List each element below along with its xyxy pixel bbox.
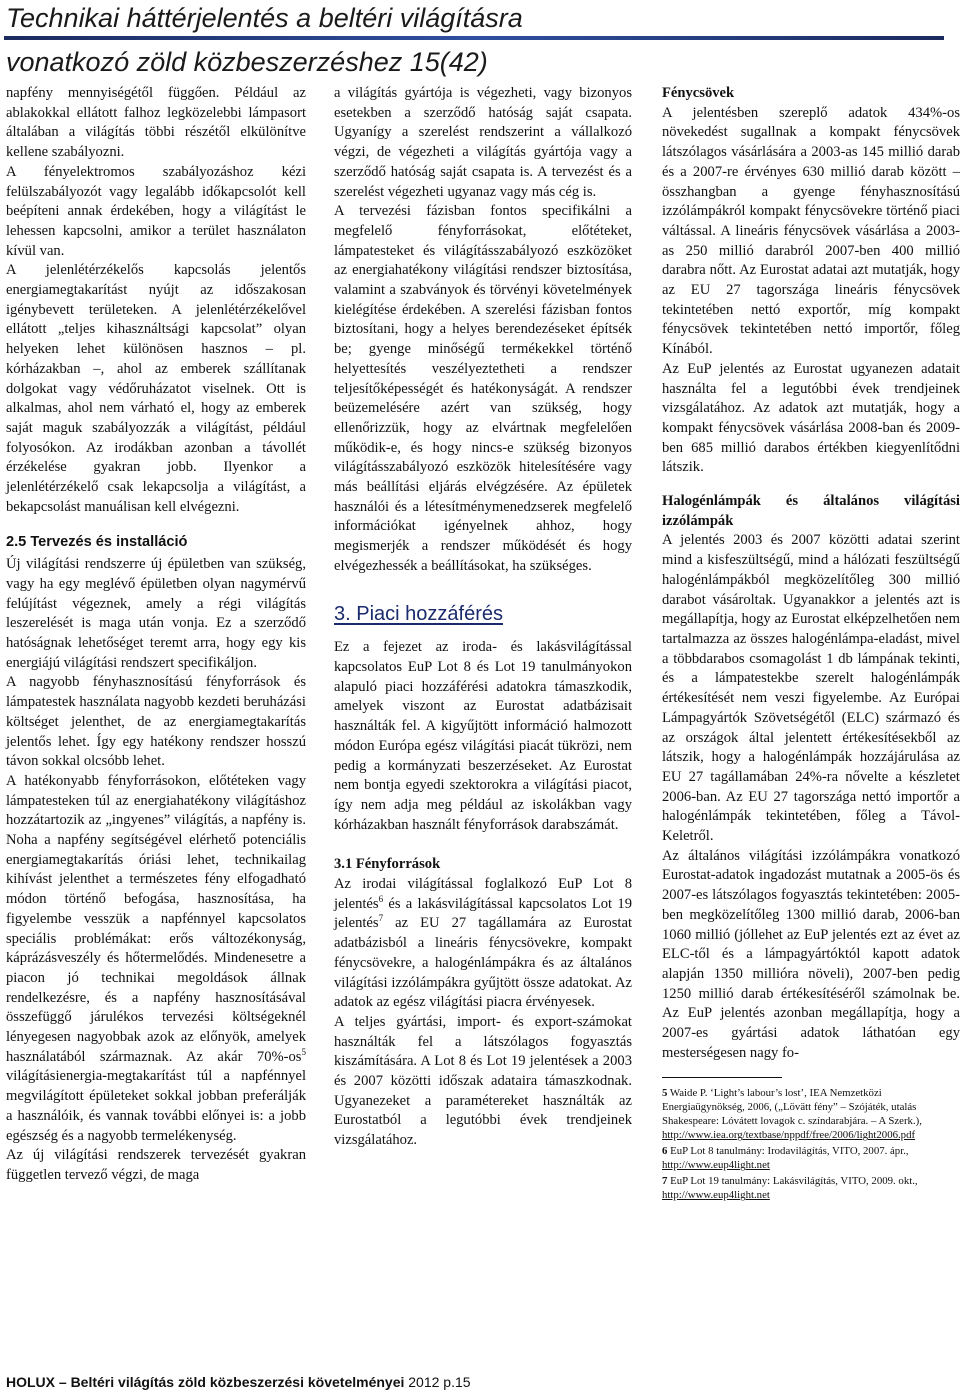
footer-year-page: 2012 p.15: [408, 1374, 471, 1390]
footnote-ref-6[interactable]: 6: [378, 893, 384, 904]
header-rule: [4, 36, 944, 40]
paragraph: [334, 875, 632, 1013]
footnote-link[interactable]: http://www.eup4light.net: [662, 1189, 770, 1202]
header-title-line1: Technikai háttérjelentés a beltéri világításra: [6, 3, 523, 33]
chapter-heading-3: 3. Piaci hozzáférés: [334, 602, 503, 625]
paragraph: A jelenlétérzékelős kapcsolás jelentős energiamegtakarítást nyújt az időszakosan igénybevett területeken. A jelenlétérzékelővel ellátott „teljes kihasználtsági kapcsolat” olyan helyeken lehet különösen hasznos – pl. kórházakban –, ahol az emberek szállítanak dolgokat vagy védőruházatot viselnek. Ott is alkalmas, ahol nem várható el, hogy az emberek saját maguk szabályozzák a világítást, például folyosókon. Az irodákban azonban a távollét érzékelése gyakran jobb. Ilyenkor a jelenlétérzékelő csak lekapcsolja a világítást, a bekapcsolást manuálisan kell elvégezni.: [6, 262, 306, 515]
footnote-number: 7: [662, 1175, 668, 1188]
paragraph: [6, 772, 306, 1146]
footnote-6: [662, 1144, 960, 1172]
footnote-text: EuP Lot 8 tanulmány: Irodavilágítás, VITO, 2007. ápr.,: [670, 1145, 909, 1158]
footnote-text: Waide P. ‘Light’s labour’s lost’, IEA Nemzetközi Energiaügynökség, 2006, („Lövätt fény” – Szójáték, utalás Shakespeare: Lóvátett lovagok c. színdarabjára. – A Szerk.),: [662, 1087, 922, 1128]
footnote-7: [662, 1174, 960, 1202]
column-left: [6, 84, 306, 1186]
section-heading-3-1: 3.1 Fényforrások: [334, 856, 441, 873]
paragraph: a világítás gyártója is végezheti, vagy bizonyos esetekben a szerződő hatóság saját csapata. Ugyanígy a szerelést rendszerint a vállalkozó végzi, de végezheti a világítás gyártója vagy a szerződő hatóság saját csapata is. A tervezést és a szerelést végezheti ugyanaz vagy más cég is.: [334, 85, 632, 200]
page-footer: [6, 1374, 471, 1390]
paragraph: A jelentés 2003 és 2007 közötti adatai szerint mind a kisfeszültségű, mind a hálózati feszültségű halogénlámpákból megközelítőleg 300 millió darabot vásároltak. Ugyanakkor a jelentés azt is megállapítja, hogy az Eurostat elképzelhetően nem tartalmazza az összes halogénlámpa-eladást, mivel a többdarabos csomagolást 1 db lámpának tekinti, és a lámpatestekbe szerelt halogénlámpák értékesítését nem veszi figyelembe. Az Európai Lámpagyártók Szövetségétől (ELC) származó és az országok által jelentett értékesítésekből az látszik, hogy a halogénlámpák hozzájárulása az EU 27 tagállamában 24%-ra nővelte a készletet 2006-ban. Az EU 27 tagországa nettó importőr a halogénlámpák tekintetében, főleg a Távol-Keletről.: [662, 532, 960, 845]
footnote-ref-7[interactable]: 7: [378, 913, 384, 924]
section-heading-2-5: 2.5 Tervezés és installáció: [6, 534, 188, 551]
paragraph: A nagyobb fényhasznosítású fényforrások és lámpatestek használata nagyobb kezdeti beruházási költséget jelenthet, de az energiamegtakarítás jelentős lehet. Így egy hatékony rendszer hosszú távon sokkal olcsóbb lehet.: [6, 674, 306, 770]
paragraph: A teljes gyártási, import- és export-számokat használták fel a látszólagos fogyasztás kiszámítására. A Lot 8 és Lot 19 jelentések a 2003 és 2007 közötti időszak adataira támaszkodnak. Ugyanezeket a paramétereket használták az Eurostatból a legutóbbi évek trendjeinek vizsgálatához.: [334, 1013, 632, 1149]
footnote-5: [662, 1086, 960, 1142]
footnote-number: 5: [662, 1087, 668, 1100]
paragraph: Ez a fejezet az iroda- és lakásvilágítással kapcsolatos EuP Lot 8 és Lot 19 tanulmányokon alapuló piaci hozzáférési adatokra támaszkodik, amelyek viszont az Eurostat adatbázisait használták fel. A kigyűjtött információ halmozott módon Európa egész világítási piacát tükrözi, nem pedig a kormányzati beszerzéseket. Az Eurostat nem bontja egyedi szektorokra a világítási piacot, így nem adja meg például az iskolákban vagy kórházakban használt fényforrások darabszámát.: [334, 639, 632, 833]
paragraph-part: Az irodai világítással foglalkozó EuP Lot 8 jelentés: [334, 876, 632, 912]
header-title-line2: vonatkozó zöld közbeszerzéshez 15(42): [6, 47, 488, 77]
footnote-text: EuP Lot 19 tanulmány: Lakásvilágítás, VITO, 2009. okt.,: [670, 1175, 918, 1188]
footnote-ref-5[interactable]: 5: [301, 1046, 306, 1057]
column-middle: [334, 84, 632, 1151]
subheading-fenycsovek: Fénycsövek: [662, 85, 735, 101]
column-right: [662, 84, 960, 1204]
page-header: [6, 0, 954, 80]
paragraph: napfény mennyiségétől függően. Például az ablakokkal ellátott falhoz legközelebbi lámpasort általában a világítás többi részétől elkülönítve kellene szabályozni.: [6, 85, 306, 161]
paragraph: Az általános világítási izzólámpákra vonatkozó Eurostat-adatok ingadozást mutatnak a 2005-ös és 2007-es látszólagos fogyasztás tekintetében: 2005-ben megközelítőleg 1300 millió darab, 2006-ban 1060 millió (jóllehet az EuP jelentés ezt az évet az ELC-től és a lámpagyártóktól kapott adatok alapján 1350 millióra növeli), 2007-ben pedig 1250 millió darab értékesítéséről számolnak be. Az EuP jelentés azonban megállapítja, hogy a 2007-es gyártási adatok láthatóan egy mesterségesen nagy fo-: [662, 847, 960, 1061]
paragraph: A tervezési fázisban fontos specifikálni a megfelelő fényforrásokat, előtéteket, lámpatesteket és világításszabályozó eszközöket az energiahatékony világítási rendszer biztosítása, valamint a szabványok és törvényi követelmények kielégítése érdekében. A szerelési fázisban fontos biztosítani, hogy a helyes berendezéseket építsék be; gyenge minőségű termékekkel történő helyettesítés veszélyeztetheti a rendszer teljesítőképességét és hatékonyságát. A rendszer beüzemelésére azért van szükség, hogy ellenőrizzük, hogy az elvártnak megfelelően működik-e, és hogy nincs-e szükség bizonyos világításszabályozó eszközök hitelesítésére vagy más beállítási eljárás elvégzésére. Az épületek használói és a létesítménymenedzserek megfelelő információkat igényelnek ahhoz, hogy megismerjék a rendszer működését és hogy elvégezhessék a beállításokat, ha szükséges.: [334, 203, 632, 574]
paragraph-part: A hatékonyabb fényforrásokon, előtéteken vagy lámpatesteken túl az energiahatékony világításhoz hozzátartozik az „ingyenes” világítás, a napfény is. Noha a napfény segítségével elérhető potenciális energiamegtakarítás óriási lehet, technikailag kihívást jelenthet a természetes fény elfogadható módon történő befogása, hasznosítása, ha figyelembe vesszük a napfénnyel kapcsolatos speciális problémákat: erős változékonyság, káprázásveszély és hőtermelődés. Mindenesetre a piacon jó technikai megoldások állnak rendelkezésre, és a napfény hasznosításával összefüggő járulékos tervezési költségeknél lényegesen nagyobbak azok az előnyök, amelyek használatából származnak. Az akár 70%-os: [6, 772, 306, 1065]
footnote-number: 6: [662, 1145, 668, 1158]
paragraph: A jelentésben szereplő adatok 434%-os növekedést sugallnak a kompakt fénycsövek látszólagos vásárlására a 2003-as 145 millió darab és a 2007-re érvényes 630 millió darab között – összhangban a gyenge fényhasznosítású izzólámpákról kompakt fénycsövekre történő piaci váltással. A lineáris fénycsövek vásárlása a 2003-as 250 millió darabról 2007-ben 400 millió darabra nőtt. Az Eurostat adatai azt mutatják, hogy az EU 27 tagországa lineáris fénycsövek tekintetében nettó exportőr, míg kompakt fénycsövek tekintetében nettó importőr, főleg Kínából.: [662, 104, 960, 358]
subheading-halogen: Halogénlámpák és általános világítási izzólámpák: [662, 493, 960, 529]
paragraph: Új világítási rendszerre új épületben van szükség, vagy ha egy meglévő épületben olyan nagymérvű felújítást végeznek, amely a régi világítás leszerelését is maga után vonja. Ez a szerződő hatóságnak lehetőséget teremt arra, hogy egy kis energiájú világítási rendszert specifikáljon.: [6, 556, 306, 671]
footnote-link[interactable]: http://www.eup4light.net: [662, 1159, 770, 1172]
paragraph-part: és a lakásvilágítással kapcsolatos Lot 19 jelentés: [334, 895, 632, 932]
paragraph-part: az EU 27 tagállamára az Eurostat adatbázisból a lineáris fénycsövekre, kompakt fénycsövekre, a halogénlámpákra és az általános világítási izzólámpákra gyűjtött össze adatokat. Az adatok az egész világítási piacra érvényesek.: [334, 915, 632, 1011]
paragraph-part: világításienergia-megtakarítást túl a napfénnyel megvilágított épületeket sokkal jobban preferálják a használóik, és vannak további előnyei is: a jobb egészség és a nagyobb termelékenység.: [6, 1068, 306, 1144]
paragraph: A fényelektromos szabályozáshoz kézi felülszabályozót vagy legalább időkapcsolót kell beépíteni annak érdekében, hogy a világítást le lehessen kapcsolni, amikor a terület használaton kívül van.: [6, 163, 306, 259]
footnote-divider: [662, 1077, 782, 1078]
footer-text: HOLUX – Beltéri világítás zöld közbeszerzési követelményei: [6, 1374, 405, 1390]
paragraph: Az EuP jelentés az Eurostat ugyanezen adatait használta fel a legutóbbi évek trendjeinek vizsgálatához. Az adatok azt mutatják, hogy a kompakt fénycsövek vásárlása 2008-ban és 2009-ben 685 millió darabos értékben kiegyenlítődni látszik.: [662, 360, 960, 476]
paragraph: Az új világítási rendszerek tervezését gyakran független tervező végzi, de maga: [6, 1147, 306, 1183]
footnote-link[interactable]: http://www.iea.org/textbase/nppdf/free/2006/light2006.pdf: [662, 1129, 916, 1142]
